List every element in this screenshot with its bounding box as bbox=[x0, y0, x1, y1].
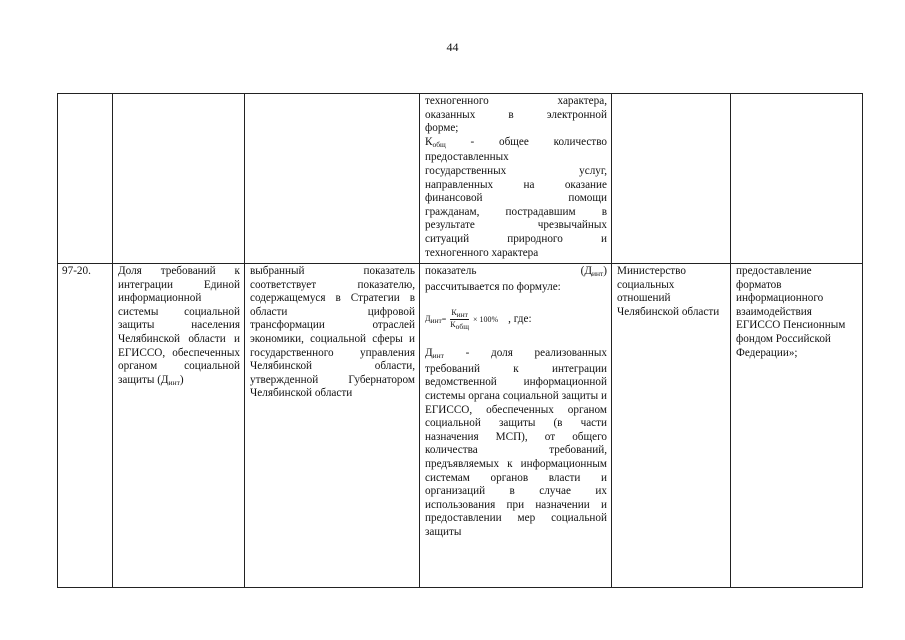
cell-indicator bbox=[113, 94, 245, 264]
responsible-body: Министерство социальных отношений Челябинской области bbox=[612, 264, 731, 588]
text-line: гражданам, пострадавшим в bbox=[425, 205, 607, 218]
cell-responsible bbox=[612, 94, 731, 264]
dint-definition: $Д_{инт}$ - доля реализованных требований к интеграции ведомственной информационной системы органа социальной защиты и ЕГИССО, обеспеченных органом социальной защиты (в части назначения МСП), от общего количества требований, предъявляемых к информационным системам органов власти и организаций в случае их использования при назначении и предоставлении мер социальной защиты bbox=[425, 347, 607, 538]
calc-intro: показатель $(Д_{инт})$ рассчитывается по формуле: bbox=[425, 265, 607, 293]
text-line: предоставленных bbox=[425, 151, 509, 164]
indicators-table bbox=[57, 93, 863, 588]
cell-source bbox=[731, 94, 863, 264]
calculation-method bbox=[420, 264, 612, 588]
data-source: предоставление форматов информационного взаимодействия ЕГИССО Пенсионным фондом Российской Федерации»; bbox=[731, 264, 863, 588]
text-line: государственных услуг, bbox=[425, 164, 607, 177]
cell-justification bbox=[245, 94, 420, 264]
row-number: 97-20. bbox=[58, 264, 113, 588]
text-line: техногенного характера, bbox=[425, 95, 607, 107]
cell-calculation bbox=[420, 94, 612, 264]
page-number: 44 bbox=[446, 40, 459, 54]
cell-number bbox=[58, 94, 113, 264]
text-line: направленных на оказание bbox=[425, 178, 607, 191]
indicator-name: Доля требований к интеграции Единой информационной системы социальной защиты населения Челябинской области и ЕГИССО, обеспеченных органом социальной защиты $(Д_{инт})$ bbox=[113, 264, 245, 588]
text-line: ситуаций природного и bbox=[425, 232, 607, 245]
formula: $Д_{инт}$ = $\frac{К_{инт}}{К_{общ}}$ × 100% , где: bbox=[425, 308, 532, 332]
text-line: результате чрезвычайных bbox=[425, 219, 607, 232]
table-row bbox=[58, 94, 863, 264]
justification-text: выбранный показатель соответствует показателю, содержащемуся в Стратегии в области цифровой трансформации отраслей экономики, социальной сферы и государственного управления Челябинской области, утвержденной Губернатором Челябинской области bbox=[245, 264, 420, 588]
table-row bbox=[58, 264, 863, 588]
text-line: техногенного характера bbox=[425, 246, 539, 259]
text-line: форме; bbox=[425, 122, 459, 135]
formula-fraction: $\frac{К_{инт}}{К_{общ}}$ bbox=[450, 308, 469, 332]
text-line: оказанных в электронной bbox=[425, 108, 607, 121]
text-line: финансовой помощи bbox=[425, 192, 607, 205]
kobsh-definition: $К_{общ}$ - общее количество bbox=[425, 135, 607, 149]
